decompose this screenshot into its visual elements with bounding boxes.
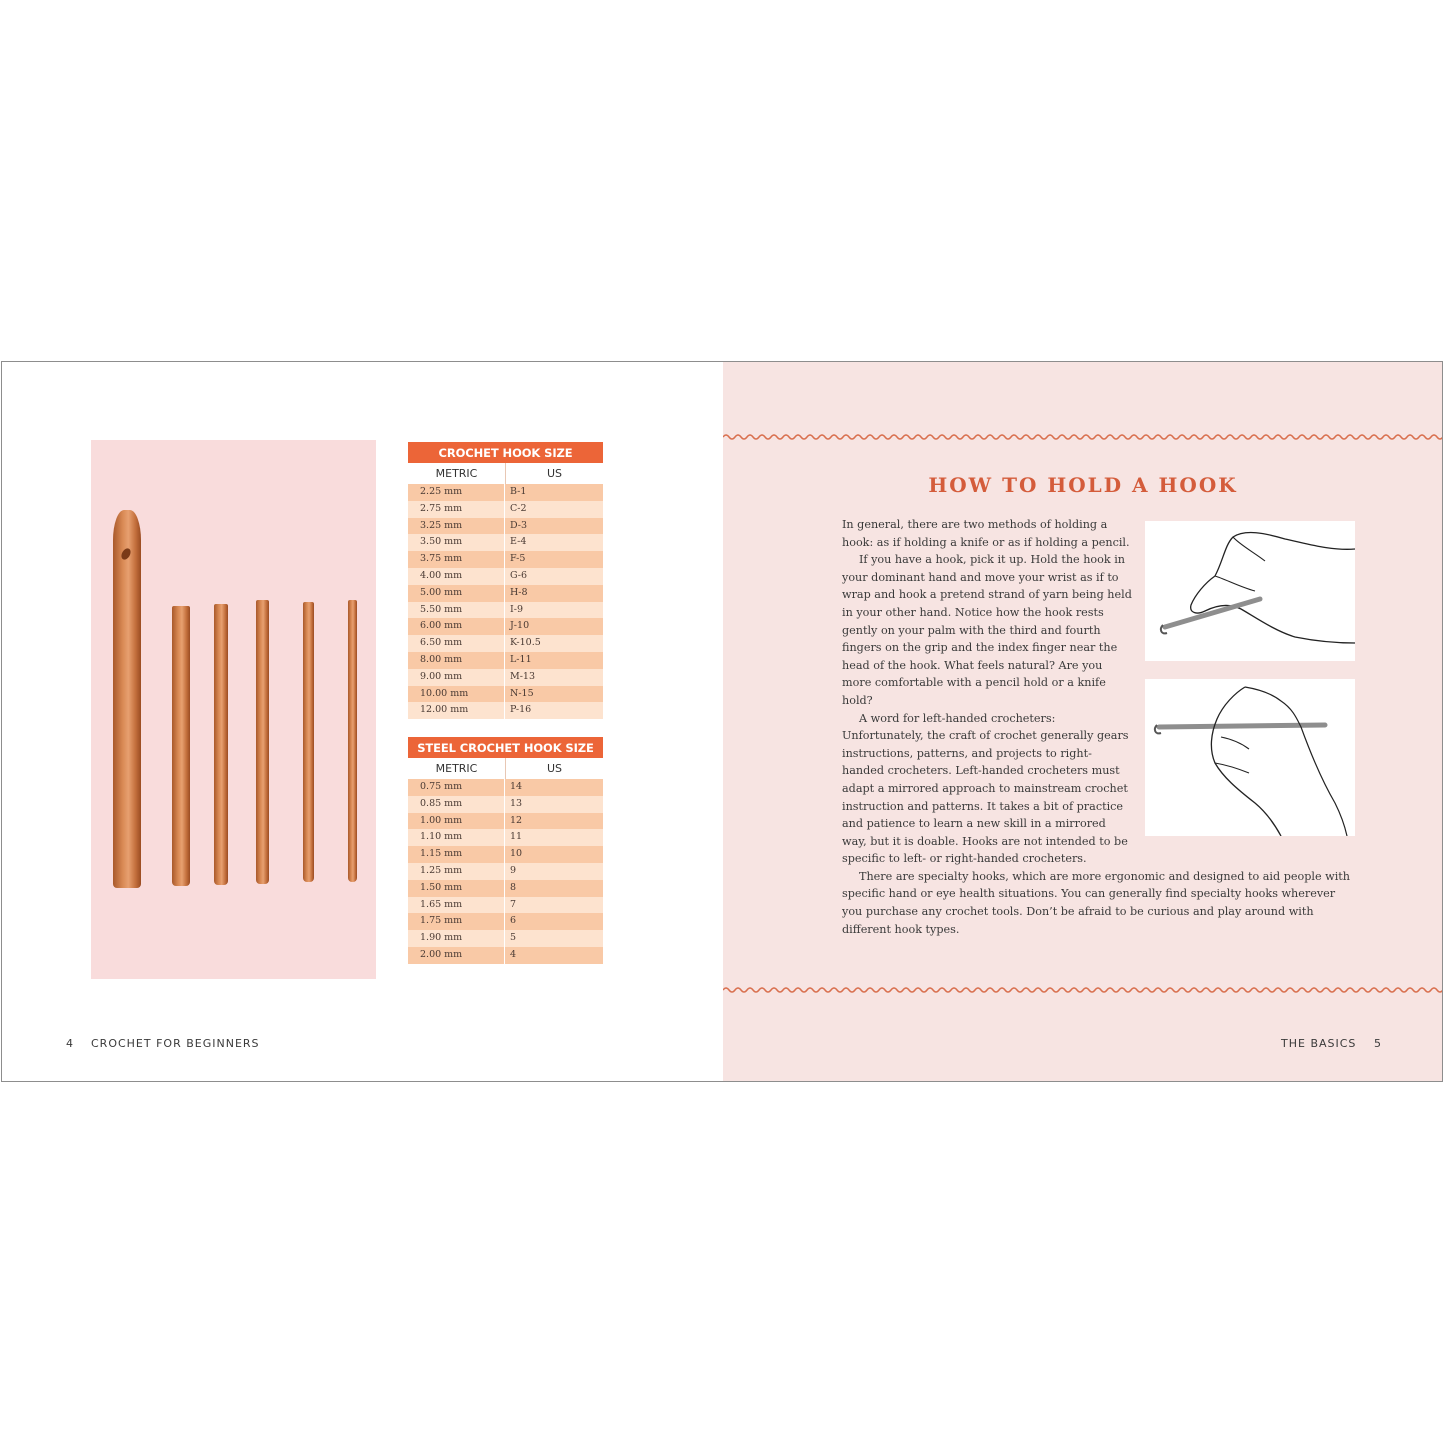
us-cell: L-11 (510, 653, 532, 665)
table-row (408, 652, 603, 669)
metric-cell: 1.75 mm (408, 913, 505, 930)
table-row (408, 846, 603, 863)
table-row (408, 686, 603, 703)
metric-cell: 1.25 mm (408, 863, 505, 880)
metric-cell: 5.00 mm (408, 585, 505, 602)
table-row (408, 913, 603, 930)
table-row (408, 863, 603, 880)
crochet-hook-size-table (408, 442, 603, 719)
hook-5 (303, 602, 314, 882)
us-cell: I-9 (510, 603, 524, 615)
table-title: CROCHET HOOK SIZE (408, 442, 603, 463)
us-cell: K-10.5 (510, 637, 541, 649)
metric-cell: 2.75 mm (408, 501, 505, 518)
table-row (408, 897, 603, 914)
metric-cell: 2.25 mm (408, 484, 505, 501)
us-cell: 14 (510, 781, 523, 792)
running-head-right: THE BASICS (1281, 1037, 1357, 1050)
steel-crochet-hook-size-table (408, 737, 603, 964)
table-row (408, 635, 603, 652)
us-cell: 7 (510, 898, 517, 910)
us-cell: 11 (510, 831, 523, 843)
us-cell: D-3 (510, 519, 528, 531)
metric-cell: 9.00 mm (408, 669, 505, 686)
metric-cell: 12.00 mm (408, 702, 505, 719)
metric-cell: 4.00 mm (408, 568, 505, 585)
us-cell: G-6 (510, 569, 528, 581)
table-row (408, 880, 603, 897)
paragraph-4: There are specialty hooks, which are more ergonomic and designed to aid people with specific hand or eye health situations. You can generally find specialty hooks wherever you purchase any crochet tools. Don’t be afraid to be curious and play around with different hook types. (842, 869, 1351, 936)
us-cell: N-15 (510, 687, 534, 699)
us-cell: 6 (510, 915, 517, 927)
metric-cell: 2.00 mm (408, 947, 505, 964)
metric-header: METRIC (408, 758, 506, 779)
us-header: US (546, 467, 563, 480)
table-row (408, 930, 603, 947)
table-row (408, 602, 603, 619)
table-row (408, 669, 603, 686)
table-row (408, 585, 603, 602)
us-cell: 13 (510, 797, 523, 809)
us-cell: B-1 (510, 486, 527, 497)
table-row (408, 829, 603, 846)
left-page (2, 362, 723, 1081)
us-cell: C-2 (510, 502, 527, 514)
table-row (408, 796, 603, 813)
metric-cell: 0.75 mm (408, 779, 505, 796)
table-row (408, 501, 603, 518)
hook-4 (256, 600, 269, 884)
table-header (408, 758, 603, 779)
table-header (408, 463, 603, 484)
table-row (408, 779, 603, 796)
paragraph-3: A word for left-handed crocheters: Unfortunately, the craft of crochet generally gears instructions, patterns, and projects to right-handed crocheters. Left-handed crocheters must adapt a mirrored approach to mainstream crochet instruction and patterns. It takes a bit of practice and patience to learn a new skill in a mirrored way, but it is doable. Hooks are not intended to be specific to left- or right-handed crocheters. (842, 711, 1129, 866)
metric-cell: 1.65 mm (408, 897, 505, 914)
hook-6 (348, 600, 357, 882)
metric-cell: 1.10 mm (408, 829, 505, 846)
table-row (408, 618, 603, 635)
table-row (408, 568, 603, 585)
metric-cell: 8.00 mm (408, 652, 505, 669)
table-row (408, 518, 603, 535)
us-cell: 12 (510, 814, 523, 826)
table-body (408, 484, 603, 719)
body-text (842, 516, 1357, 938)
us-cell: 8 (510, 881, 517, 893)
us-header: US (546, 762, 563, 775)
us-cell: E-4 (510, 536, 527, 548)
us-cell: F-5 (510, 553, 526, 565)
us-cell: 9 (510, 864, 517, 876)
table-row (408, 813, 603, 830)
us-cell: H-8 (510, 586, 528, 598)
metric-cell: 1.15 mm (408, 846, 505, 863)
metric-cell: 1.90 mm (408, 930, 505, 947)
hook-3 (214, 604, 228, 885)
us-cell: 5 (510, 932, 517, 944)
us-cell: 4 (510, 948, 517, 960)
table-body (408, 779, 603, 964)
us-cell: J-10 (510, 620, 530, 632)
book-spread (1, 361, 1443, 1082)
metric-cell: 3.50 mm (408, 534, 505, 551)
us-cell: 10 (510, 848, 523, 860)
metric-cell: 10.00 mm (408, 686, 505, 703)
running-head-left: CROCHET FOR BEGINNERS (91, 1037, 260, 1050)
metric-cell: 6.00 mm (408, 618, 505, 635)
table-row (408, 484, 603, 501)
us-cell: M-13 (510, 670, 536, 682)
crochet-hooks-photo (91, 440, 376, 979)
page-number-left: 4 (66, 1037, 74, 1050)
metric-cell: 3.75 mm (408, 551, 505, 568)
hook-2 (172, 606, 190, 886)
table-row (408, 947, 603, 964)
metric-cell: 1.50 mm (408, 880, 505, 897)
table-row (408, 534, 603, 551)
bottom-wave-divider (723, 985, 1443, 995)
section-heading: HOW TO HOLD A HOOK (928, 473, 1238, 497)
metric-header: METRIC (408, 463, 506, 484)
metric-cell: 5.50 mm (408, 602, 505, 619)
right-page (723, 362, 1443, 1081)
paragraph-1: In general, there are two methods of holding a hook: as if holding a knife or as if holding a pencil. (842, 518, 1130, 549)
metric-cell: 1.00 mm (408, 813, 505, 830)
page-number-right: 5 (1374, 1037, 1382, 1050)
table-title: STEEL CROCHET HOOK SIZE (408, 737, 603, 758)
table-row (408, 551, 603, 568)
top-wave-divider (723, 432, 1443, 442)
us-cell: P-16 (510, 704, 532, 716)
metric-cell: 3.25 mm (408, 518, 505, 535)
hook-1 (113, 510, 141, 888)
table-row (408, 702, 603, 719)
paragraph-2: If you have a hook, pick it up. Hold the hook in your dominant hand and move your wrist as if to wrap and hook a pretend strand of yarn being held in your other hand. Notice how the hook rests gently on your palm with the third and fourth fingers on the grip and the index finger near the head of the hook. What feels natural? Are you more comfortable with a pencil hold or a knife hold? (842, 553, 1132, 707)
metric-cell: 0.85 mm (408, 796, 505, 813)
metric-cell: 6.50 mm (408, 635, 505, 652)
